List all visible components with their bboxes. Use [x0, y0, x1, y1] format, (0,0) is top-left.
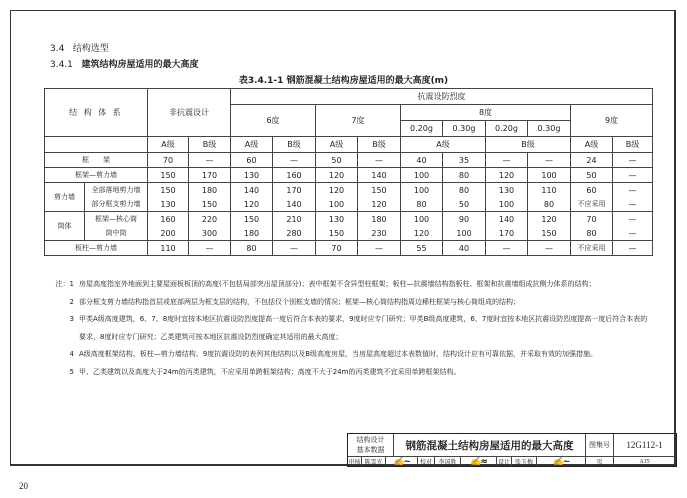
- cell: 70: [571, 212, 613, 227]
- cell: —: [613, 183, 653, 198]
- table-row: [45, 241, 653, 256]
- header-8deg-030g-b: 0.30g: [528, 121, 571, 137]
- cell: 120: [316, 183, 358, 198]
- atlas-number-label: 图集号: [586, 434, 614, 457]
- cell: 180: [358, 212, 401, 227]
- cell: 160: [148, 212, 189, 227]
- cell: 170: [189, 168, 231, 183]
- cell: 150: [148, 183, 189, 198]
- page-label: 页: [586, 457, 614, 466]
- note-text: 甲、乙类建筑以及高度大于24m的丙类建筑，不应采用单跨框架结构；高度不大于24m的丙类建筑不宜采用单跨框架结构。: [79, 367, 461, 376]
- cell: 130: [486, 183, 528, 198]
- header-9deg: 9度: [571, 105, 653, 137]
- cell: 50: [443, 197, 486, 212]
- cell: 80: [443, 168, 486, 183]
- review-label: 审核: [348, 459, 361, 466]
- cell: 150: [148, 168, 189, 183]
- header-system-blank: [45, 137, 148, 153]
- cell: —: [358, 153, 401, 168]
- header-grade-a: A级: [571, 137, 613, 153]
- header-seismic: 抗震设防烈度: [231, 89, 653, 105]
- cell: —: [528, 153, 571, 168]
- designer-name: 张玉梅: [512, 457, 537, 466]
- header-8deg-020g-a: 0.20g: [401, 121, 443, 137]
- cell: 180: [189, 183, 231, 198]
- checker-name: 李国胜: [435, 457, 461, 466]
- cell: 80: [401, 197, 443, 212]
- note-number: 5: [69, 367, 74, 376]
- table-caption: 表3.4.1-1 钢筋混凝土结构房屋适用的最大高度(m): [238, 76, 449, 86]
- cell: —: [613, 153, 653, 168]
- header-grade-b: B级: [358, 137, 401, 153]
- cell: 130: [148, 197, 189, 212]
- cell: 110: [528, 183, 571, 198]
- cell: 200: [148, 226, 189, 241]
- header-grade-a: A级: [401, 137, 486, 153]
- cell: —: [613, 241, 653, 256]
- group-label-tube: 筒体: [45, 212, 85, 241]
- row-label: 框 架: [45, 153, 148, 168]
- check-label: 校对: [418, 457, 435, 466]
- page-number: 20: [19, 481, 28, 491]
- header-8deg-020g-b: 0.20g: [486, 121, 528, 137]
- max-height-table: [44, 88, 653, 256]
- cell: 300: [189, 226, 231, 241]
- notes-prefix: 注：: [55, 280, 70, 288]
- cell: 180: [231, 226, 273, 241]
- cell: 24: [571, 153, 613, 168]
- title-block: [347, 433, 677, 467]
- cell: —: [358, 241, 401, 256]
- cell: 140: [358, 168, 401, 183]
- cell: 70: [148, 153, 189, 168]
- cell: 100: [528, 168, 571, 183]
- cell: —: [273, 241, 316, 256]
- header-7deg: 7度: [316, 105, 401, 137]
- cell: 150: [316, 226, 358, 241]
- row-label: 全部落地剪力墙: [85, 183, 148, 198]
- cell: 80: [571, 226, 613, 241]
- note-text: 要求，8度时应专门研究；乙类建筑可按本地区抗震设防烈度确定其适用的最大高度；: [79, 332, 343, 341]
- title-block-title: 钢筋混凝土结构房屋适用的最大高度: [394, 434, 586, 457]
- cell: 40: [401, 153, 443, 168]
- cell: 120: [401, 226, 443, 241]
- note-text: 甲类A级高度建筑，6、7、8度时宜按本地区抗震设防烈度提高一度后符合本表的要求，9度时应专门研究；甲类B级高度建筑，6、7度时宜按本地区抗震设防烈度提高一度后符合本表的: [79, 315, 648, 323]
- section-heading: [50, 41, 109, 54]
- cell: 280: [273, 226, 316, 241]
- cell: 90: [443, 212, 486, 227]
- cell: —: [189, 153, 231, 168]
- cell: 120: [528, 212, 571, 227]
- note-item: [50, 364, 650, 382]
- cell: 120: [231, 197, 273, 212]
- row-label: 框架—核心筒: [85, 212, 148, 227]
- cell: 120: [358, 197, 401, 212]
- subsection-number: 3.4.1: [50, 60, 73, 70]
- note-number: 2: [69, 297, 74, 306]
- note-continuation: [50, 329, 650, 347]
- cell: 60: [231, 153, 273, 168]
- cell: 100: [401, 183, 443, 198]
- cell: 230: [358, 226, 401, 241]
- cell: —: [486, 153, 528, 168]
- note-number: 4: [69, 350, 74, 358]
- cell: —: [613, 212, 653, 227]
- cell: —: [189, 241, 231, 256]
- note-text: A级高度框架结构、板柱—剪力墙结构、9度抗震设防的表列其他结构以及B级高度房屋，当房屋高度超过本表数值时，结构设计应有可靠依据，并采取有效的加强措施。: [79, 350, 598, 358]
- header-grade-b: B级: [613, 137, 653, 153]
- section-number: 3.4: [50, 44, 65, 54]
- cell: 140: [486, 212, 528, 227]
- row-label: 筒中筒: [85, 226, 148, 241]
- table-row: [45, 212, 653, 227]
- cell: 140: [273, 197, 316, 212]
- cell: —: [613, 197, 653, 212]
- cell: 80: [528, 197, 571, 212]
- cell: 120: [316, 168, 358, 183]
- table-row: [45, 183, 653, 198]
- cell: 150: [528, 226, 571, 241]
- cell: 80: [443, 183, 486, 198]
- cell: 150: [189, 197, 231, 212]
- table-row: [45, 168, 653, 183]
- cell: 55: [401, 241, 443, 256]
- category-line-1: 结构设计: [356, 436, 385, 444]
- header-non-seismic: 非抗震设计: [148, 89, 231, 137]
- header-grade-a: A级: [316, 137, 358, 153]
- cell: 100: [401, 212, 443, 227]
- table-row: [45, 197, 653, 212]
- header-grade-b: B级: [273, 137, 316, 153]
- cell: 170: [486, 226, 528, 241]
- page-value: A15: [639, 458, 650, 465]
- atlas-number-value: 12G112-1: [614, 434, 675, 457]
- row-label: 板柱—剪力墙: [45, 241, 148, 256]
- cell: 120: [486, 168, 528, 183]
- cell: 150: [358, 183, 401, 198]
- cell: —: [273, 153, 316, 168]
- designer-signature: ✍~: [537, 457, 586, 466]
- cell: 不应采用: [571, 241, 613, 256]
- cell: 170: [273, 183, 316, 198]
- row-label: 部分框支剪力墙: [85, 197, 148, 212]
- cell: —: [486, 241, 528, 256]
- header-6deg: 6度: [231, 105, 316, 137]
- note-number: 1: [69, 280, 74, 288]
- note-text: 部分框支剪力墙结构指首层或底部两层为框支层的结构，不包括仅个别框支墙的情况；框架—核心筒结构指周边稀柱框架与核心筒组成的结构；: [79, 297, 520, 306]
- note-item: [50, 346, 650, 364]
- cell: 不应采用: [571, 197, 613, 212]
- note-text: 房屋高度指室外地面到主要屋面板板顶的高度(不包括局部突出屋顶部分)；表中框架不含异型柱框架；板柱—抗震墙结构指板柱、框架和抗震墙组成抗侧力体系的结构；: [79, 280, 596, 288]
- header-8deg-030g-a: 0.30g: [443, 121, 486, 137]
- notes: [50, 276, 650, 381]
- cell: 100: [443, 226, 486, 241]
- note-number: 3: [69, 315, 74, 323]
- cell: 210: [273, 212, 316, 227]
- cell: 50: [316, 153, 358, 168]
- design-label: 设计: [497, 459, 510, 466]
- header-8deg: 8度: [401, 105, 571, 121]
- subsection-title: 建筑结构房屋适用的最大高度: [81, 60, 199, 70]
- cell: —: [613, 226, 653, 241]
- group-label-shear-wall: 剪力墙: [45, 183, 85, 212]
- header-grade-b: B级: [189, 137, 231, 153]
- cell: 110: [148, 241, 189, 256]
- table-row: [45, 226, 653, 241]
- cell: 100: [486, 197, 528, 212]
- reviewer-signature: ✍~: [386, 457, 418, 466]
- subsection-heading: [50, 57, 199, 70]
- cell: 130: [231, 168, 273, 183]
- cell: 50: [571, 168, 613, 183]
- section-title: 结构选型: [72, 44, 109, 54]
- cell: —: [613, 168, 653, 183]
- header-grade-a: A级: [231, 137, 273, 153]
- note-item: [50, 294, 650, 312]
- cell: 70: [316, 241, 358, 256]
- category-line-2: 基本数据: [356, 446, 385, 454]
- checker-signature: ✍≈: [461, 457, 497, 466]
- cell: 40: [443, 241, 486, 256]
- row-label: 框架—剪力墙: [45, 168, 148, 183]
- cell: —: [528, 241, 571, 256]
- header-grade-b: B级: [486, 137, 571, 153]
- cell: 60: [571, 183, 613, 198]
- cell: 35: [443, 153, 486, 168]
- cell: 100: [316, 197, 358, 212]
- header-system: 结 构 体 系: [45, 89, 148, 137]
- cell: 130: [316, 212, 358, 227]
- header-grade-a: A级: [148, 137, 189, 153]
- title-block-category: [348, 434, 394, 457]
- cell: 220: [189, 212, 231, 227]
- cell: 160: [273, 168, 316, 183]
- cell: 140: [231, 183, 273, 198]
- reviewer-name: 陈雪光: [362, 457, 386, 466]
- table-row: [45, 153, 653, 168]
- cell: 80: [231, 241, 273, 256]
- note-item: [50, 276, 650, 294]
- cell: 100: [401, 168, 443, 183]
- cell: 150: [231, 212, 273, 227]
- note-item: [50, 311, 650, 329]
